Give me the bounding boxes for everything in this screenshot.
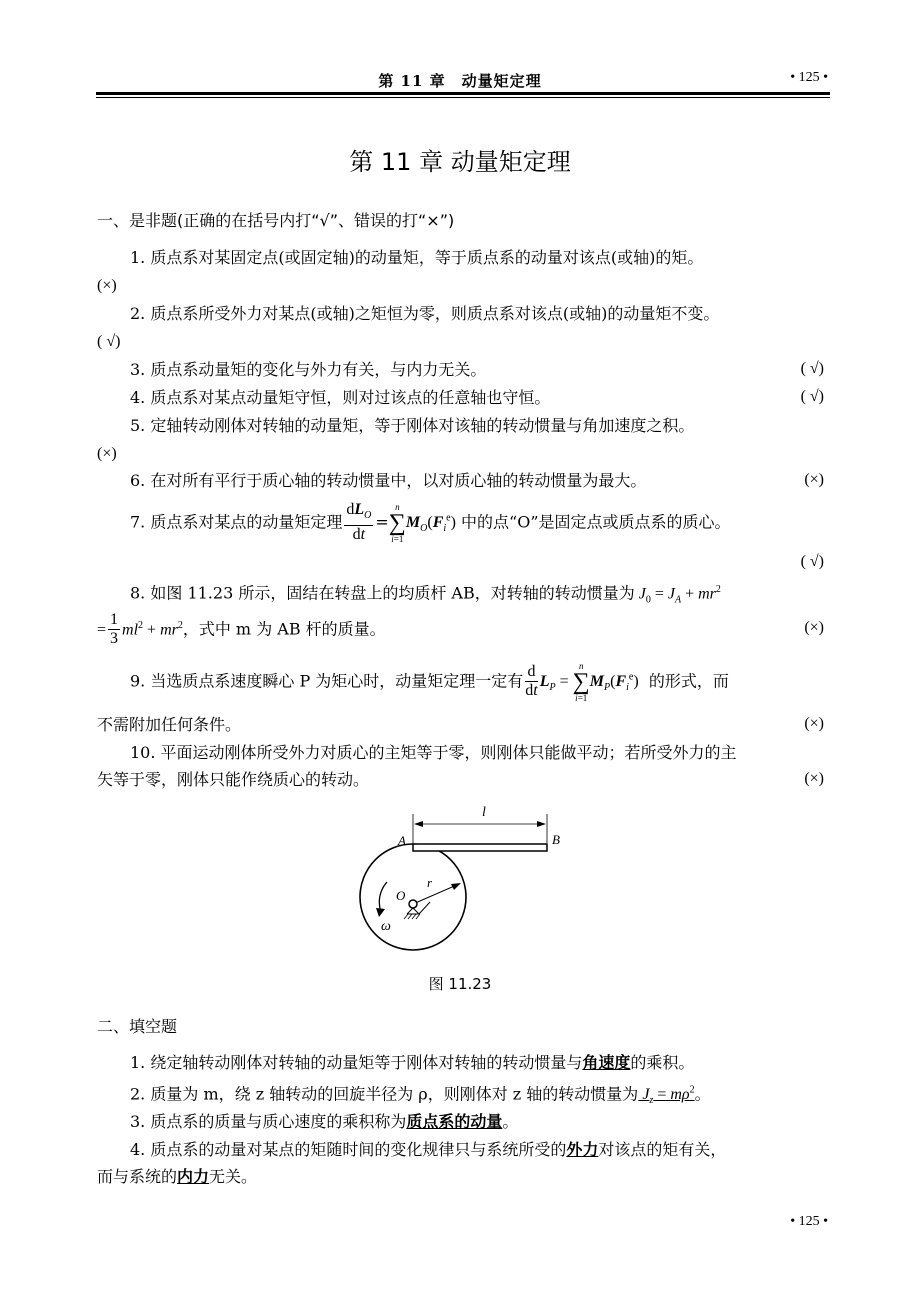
q6-text: 6. 在对所有平行于质心轴的转动惯量中，以对质心轴的转动惯量为最大。 (130, 471, 647, 490)
figure-turntable-rod (355, 800, 575, 965)
q7-text-post: 中的点“O”是固定点或质点系的质心。 (461, 512, 731, 532)
label-b: B (552, 832, 560, 847)
q4-text: 4. 质点系对某点动量矩守恒，则对过该点的任意轴也守恒。 (130, 388, 551, 407)
q9-answer: (×) (804, 715, 824, 732)
f4b-text-post: 无关。 (209, 1167, 258, 1186)
section-heading-true-false: 一、是非题(正确的在括号内打“√”、错误的打“×”) (97, 211, 455, 230)
q10-text-line1: 10. 平面运动刚体所受外力对质心的主矩等于零，则刚体只能做平动；若所受外力的主 (130, 743, 737, 762)
q7-text-pre: 7. 质点系对某点的动量矩定理 (130, 512, 343, 532)
header-rule (96, 92, 830, 95)
q7-formula-fraction: $\frac{dL_O}{dt}$ (346, 501, 372, 544)
chapter-title: 第 11 章 动量矩定理 (349, 148, 571, 176)
q9-formula-fraction: $\frac{d}{dt}$ (525, 663, 538, 700)
f4-text-post: 对该点的矩有关， (598, 1140, 727, 1159)
q1-answer: (×) (97, 277, 117, 294)
f1-line (130, 1053, 694, 1073)
q9-formula-sum: n ∑ i=1 (572, 660, 590, 703)
f4-answer-internal: 内力 (177, 1167, 210, 1186)
running-header-page: • 125 • (790, 70, 828, 85)
q1-text: 1. 质点系对某固定点(或固定轴)的动量矩，等于质点系的动量对该点(或轴)的矩。 (130, 248, 704, 267)
q8-text-pre: 8. 如图 11.23 所示，固结在转盘上的均质杆 AB，对转轴的转动惯量为 (130, 583, 635, 603)
section-heading-fill-in: 二、填空题 (97, 1017, 178, 1036)
q9-text-line2: 不需附加任何条件。 (97, 715, 242, 734)
q8-formula-fraction: $\frac{1}{3}$ (110, 611, 119, 648)
f4-line1 (130, 1140, 726, 1160)
f1-text-pre: 1. 绕定轴转动刚体对转轴的动量矩等于刚体对转轴的转动惯量与 (130, 1053, 583, 1072)
figure-caption: 图 11.23 (428, 975, 492, 993)
dimension-arrow-right (537, 821, 546, 827)
q10-text-line2: 矢等于零，刚体只能作绕质心的转动。 (97, 770, 370, 789)
q5-text: 5. 定轴转动刚体对转轴的动量矩，等于刚体对该轴的转动惯量与角加速度之积。 (130, 416, 695, 435)
radius-line (413, 884, 459, 904)
q8-text-line2: ，式中 m 为 AB 杆的质量。 (182, 619, 386, 639)
q10-answer: (×) (804, 770, 824, 787)
q3-answer: ( √) (800, 360, 824, 377)
label-o: O (396, 888, 406, 903)
q9-line1: 9. 当选质点系速度瞬心 P 为矩心时，动量矩定理一定有 $\frac{d}{dt}$ $L_P$ = n ∑ i=1 $M_P(F_i^e)$ 的形式，而 (130, 660, 729, 703)
f3-text-post: 。 (502, 1112, 519, 1131)
pivot-o (409, 900, 417, 908)
q2-answer: ( √) (97, 333, 121, 350)
turntable-disk (360, 844, 466, 950)
header-rule-thin (96, 97, 830, 98)
q7-formula-sum: n ∑ i=1 (388, 501, 406, 544)
label-a: A (398, 833, 406, 848)
footer-page-number: • 125 • (790, 1214, 828, 1229)
q2-text: 2. 质点系所受外力对某点(或轴)之矩恒为零，则质点系对该点(或轴)的动量矩不变。 (130, 304, 720, 323)
rod-ab (413, 844, 547, 851)
q4-answer: ( √) (800, 388, 824, 405)
label-l: l (482, 805, 486, 820)
q8-line2: = $\frac{1}{3}$ $ml^2 + mr^2$，式中 m 为 AB 杆的质量。 (97, 611, 386, 648)
f3-line (130, 1112, 518, 1132)
f1-answer: 角速度 (582, 1053, 631, 1072)
omega-arrowhead (376, 908, 385, 917)
q9-text-post: 的形式，而 (648, 671, 729, 691)
f4-line2 (97, 1167, 257, 1187)
q9-text-pre: 9. 当选质点系速度瞬心 P 为矩心时，动量矩定理一定有 (130, 671, 524, 691)
q6-answer: (×) (804, 471, 824, 488)
dimension-arrow-left (414, 821, 423, 827)
f2-line (130, 1081, 711, 1112)
f2-text-post: 。 (694, 1084, 711, 1104)
omega-arc (379, 882, 387, 912)
q8-line1: 8. 如图 11.23 所示，固结在转盘上的均质杆 AB，对转轴的转动惯量为 $J_0 = J_A + mr^2$ (130, 583, 721, 606)
f4-answer-external: 外力 (566, 1140, 599, 1159)
q7-line: 7. 质点系对某点的动量矩定理 $\frac{dL_O}{dt}$ = n ∑ i=1 $M_O(F_i^e)$ 中的点“O”是固定点或质点系的质心。 (130, 501, 731, 544)
label-r: r (427, 875, 433, 890)
q8-formula-j0: J (634, 585, 646, 603)
q7-answer: ( √) (800, 553, 824, 570)
label-omega: ω (381, 919, 391, 934)
q8-answer: (×) (804, 619, 824, 636)
f2-answer-formula: $J_z = m\rho^2$ (638, 1085, 695, 1107)
q5-answer: (×) (97, 445, 117, 462)
f1-text-post: 的乘积。 (630, 1053, 695, 1072)
running-header-title: 第 11 章 动量矩定理 (378, 72, 542, 90)
f3-text-pre: 3. 质点系的质量与质心速度的乘积称为 (130, 1112, 407, 1131)
f4b-text-pre: 而与系统的 (97, 1167, 178, 1186)
f2-text-pre: 2. 质量为 m，绕 z 轴转动的回旋半径为 ρ，则刚体对 z 轴的转动惯量为 (130, 1084, 639, 1104)
radius-arrow (451, 883, 461, 890)
f4-text-pre: 4. 质点系的动量对某点的矩随时间的变化规律只与系统所受的 (130, 1140, 567, 1159)
q3-text: 3. 质点系动量矩的变化与外力有关，与内力无关。 (130, 360, 487, 379)
f3-answer: 质点系的动量 (406, 1112, 503, 1131)
